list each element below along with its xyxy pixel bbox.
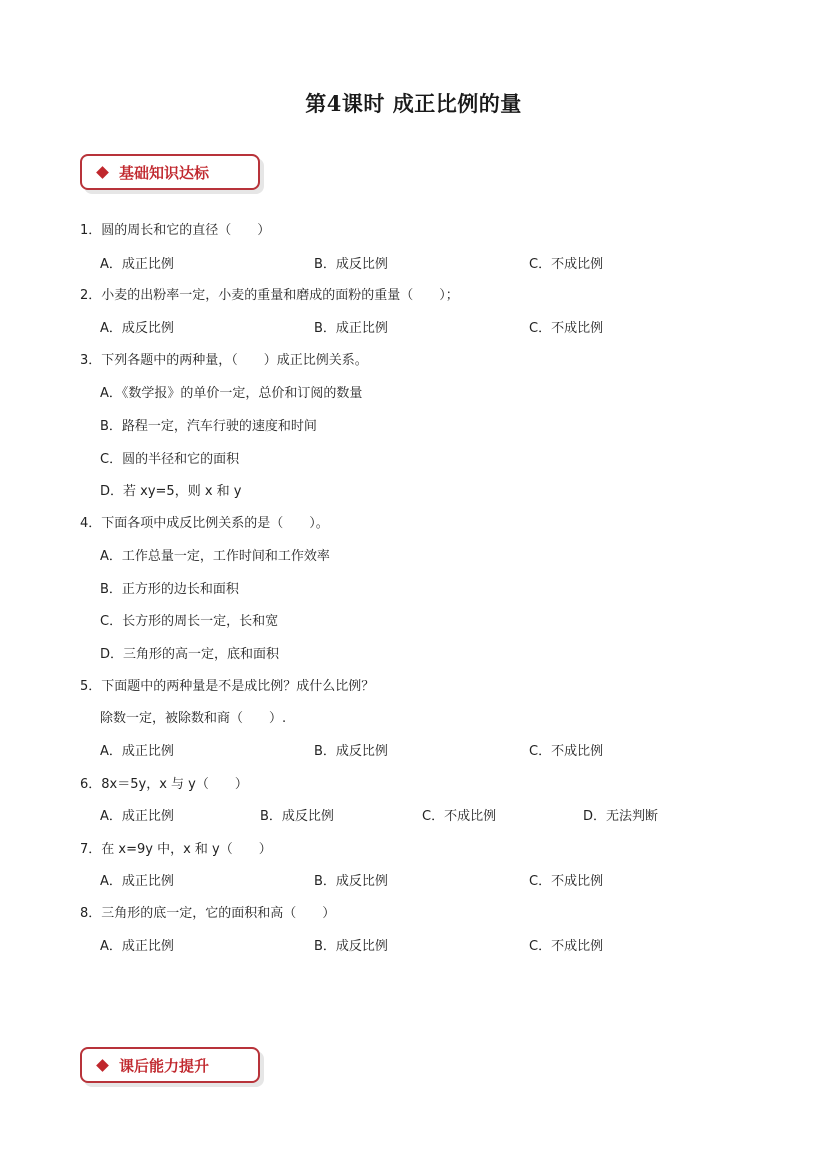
question-substem: 除数一定，被除数和商（ ）. [100, 711, 287, 726]
question-option[interactable]: A．《数学报》的单价一定，总价和订阅的数量 [100, 386, 363, 401]
question-option[interactable]: A．成反比例 [100, 321, 174, 336]
question-option[interactable]: C．不成比例 [529, 321, 604, 336]
section-label: 课后能力提升 [119, 1056, 210, 1075]
diamond-icon [96, 1059, 109, 1072]
question-option[interactable]: A．成正比例 [100, 257, 174, 272]
question-option[interactable]: C．不成比例 [529, 257, 604, 272]
question-option[interactable]: C．长方形的周长一定，长和宽 [100, 614, 279, 629]
question-stem: 6．8x＝5y，x 与 y（ ） [80, 777, 248, 792]
question-stem: 1．圆的周长和它的直径（ ） [80, 223, 271, 238]
question-option[interactable]: B．成反比例 [314, 257, 388, 272]
question-stem: 5．下面题中的两种量是不是成比例？成什么比例？ [80, 679, 375, 694]
question-option[interactable]: C．不成比例 [529, 939, 604, 954]
question-option[interactable]: B．成反比例 [314, 874, 388, 889]
question-option[interactable]: B．成正比例 [314, 321, 388, 336]
question-option[interactable]: C．不成比例 [529, 874, 604, 889]
question-option[interactable]: B．正方形的边长和面积 [100, 582, 239, 597]
question-stem: 3．下列各题中的两种量，（ ）成正比例关系。 [80, 353, 368, 368]
section-header-advanced [80, 1047, 260, 1083]
question-option[interactable]: D．若 xy=5，则 x 和 y [100, 484, 242, 499]
question-option[interactable]: D．无法判断 [583, 809, 659, 824]
question-stem: 8．三角形的底一定，它的面积和高（ ） [80, 906, 336, 921]
question-option[interactable]: B．路程一定，汽车行驶的速度和时间 [100, 419, 317, 434]
question-option[interactable]: B．成反比例 [314, 744, 388, 759]
question-option[interactable]: A．成正比例 [100, 939, 174, 954]
question-option[interactable]: A．成正比例 [100, 809, 174, 824]
diamond-icon [96, 166, 109, 179]
page-title: 第4课时 成正比例的量 [305, 91, 522, 116]
section-header-basic [80, 154, 260, 190]
question-option[interactable]: C．圆的半径和它的面积 [100, 452, 240, 467]
question-option[interactable]: A．成正比例 [100, 874, 174, 889]
question-option[interactable]: A．成正比例 [100, 744, 174, 759]
question-option[interactable]: D．三角形的高一定，底和面积 [100, 647, 280, 662]
question-stem: 7．在 x=9y 中，x 和 y（ ） [80, 842, 272, 857]
question-option[interactable]: A．工作总量一定，工作时间和工作效率 [100, 549, 330, 564]
question-stem: 4．下面各项中成反比例关系的是（ ）。 [80, 516, 329, 531]
question-stem: 2．小麦的出粉率一定，小麦的重量和磨成的面粉的重量（ ）； [80, 288, 459, 303]
question-option[interactable]: C．不成比例 [529, 744, 604, 759]
question-option[interactable]: C．不成比例 [422, 809, 497, 824]
section-label: 基础知识达标 [119, 163, 210, 182]
question-option[interactable]: B．成反比例 [260, 809, 334, 824]
question-option[interactable]: B．成反比例 [314, 939, 388, 954]
